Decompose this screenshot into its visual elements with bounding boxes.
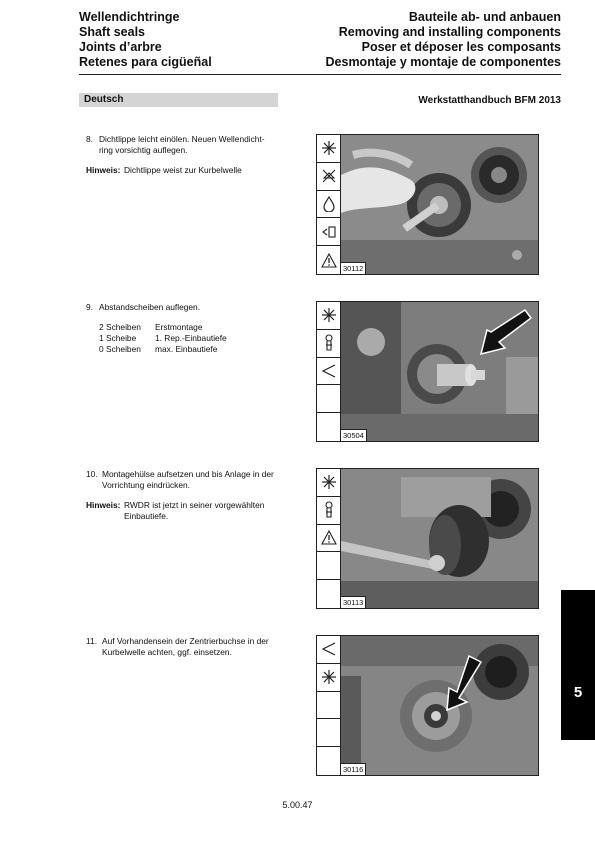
note-text: RWDR ist jetzt in seiner vorgewählten (124, 500, 265, 510)
table-row (99, 322, 278, 333)
note-text: Dichtlippe weist zur Kurbelwelle (124, 165, 242, 175)
photo-centering-bush (341, 636, 538, 775)
header-right (326, 10, 561, 70)
empty-icon-cell (317, 747, 340, 775)
header-title-es: Retenes para cigüeñal (79, 55, 212, 69)
icon-column (317, 302, 341, 441)
special-tool-icon (322, 334, 336, 352)
empty-icon-cell (317, 552, 340, 580)
no-lubricant-icon (321, 168, 337, 184)
figure-30504 (316, 301, 539, 442)
icon-column (317, 469, 341, 608)
figure-30112 (316, 134, 539, 275)
table-cell: Erstmontage (155, 322, 203, 332)
header-section-es: Desmontaje y montaje de componentes (325, 55, 561, 69)
snowflake-tool-icon (321, 307, 337, 323)
step-text: Kurbelwelle achten, ggf. einsetzen. (102, 647, 232, 657)
empty-icon-cell (317, 719, 340, 747)
table-row (99, 333, 278, 344)
figure-number: 30504 (341, 429, 367, 441)
empty-icon-cell (317, 580, 340, 608)
snowflake-tool-icon (321, 474, 337, 490)
note-text: Einbautiefe. (124, 511, 169, 521)
step-text: ring vorsichtig auflegen. (99, 145, 188, 155)
photo-spacer-discs (341, 302, 538, 441)
empty-icon-cell (317, 413, 340, 441)
step-text: Abstandscheiben auflegen. (99, 302, 201, 312)
step-number: 10. (86, 469, 98, 479)
step-number: 9. (86, 302, 93, 312)
step-10 (86, 469, 278, 522)
header-section-en: Removing and installing components (338, 25, 561, 39)
header-left (79, 10, 212, 70)
step-text: Dichtlippe leicht einölen. Neuen Wellendicht- (99, 134, 265, 144)
warning-icon (321, 253, 337, 268)
header-title-fr: Joints d’arbre (79, 40, 162, 54)
table-cell: 1. Rep.-Einbautiefe (155, 333, 227, 343)
figure-number: 30116 (341, 763, 366, 775)
spacer-table (99, 322, 278, 355)
note-label: Hinweis: (86, 165, 121, 175)
snowflake-tool-icon (321, 140, 337, 156)
step-11 (86, 636, 278, 658)
page-number: 5.00.47 (282, 800, 313, 810)
empty-icon-cell (317, 692, 340, 720)
seal-direction-icon (321, 225, 337, 239)
language-label: Deutsch (79, 93, 278, 107)
snowflake-tool-icon (321, 669, 337, 685)
step-text: Montagehülse aufsetzen und bis Anlage in der (102, 469, 274, 479)
table-cell: 2 Scheiben (99, 322, 141, 332)
header-divider (79, 74, 561, 75)
chapter-number: 5 (573, 684, 583, 701)
photo-mounting-sleeve (341, 469, 538, 608)
insert-direction-icon (321, 642, 337, 656)
step-text: Auf Vorhandensein der Zentrierbuchse in der (102, 636, 269, 646)
figure-30116 (316, 635, 539, 776)
table-row (99, 344, 278, 355)
warning-icon (321, 530, 337, 545)
special-tool-icon (322, 501, 336, 519)
header-title-en: Shaft seals (79, 25, 146, 39)
step-8 (86, 134, 278, 176)
figure-number: 30113 (341, 596, 366, 608)
table-cell: max. Einbautiefe (155, 344, 218, 354)
figure-number: 30112 (341, 262, 366, 274)
icon-column (317, 135, 341, 274)
note-label: Hinweis: (86, 500, 121, 510)
header-title-de: Wellendichtringe (79, 10, 180, 24)
step-number: 11. (86, 636, 98, 646)
manual-title: Werkstatthandbuch BFM 2013 (418, 95, 561, 106)
empty-icon-cell (317, 385, 340, 413)
step-9 (86, 302, 278, 355)
table-cell: 0 Scheiben (99, 344, 141, 354)
step-number: 8. (86, 134, 93, 144)
step-text: Vorrichtung eindrücken. (102, 480, 190, 490)
figure-30113 (316, 468, 539, 609)
icon-column (317, 636, 341, 775)
oil-drop-icon (322, 196, 336, 212)
header-section-de: Bauteile ab- und anbauen (408, 10, 561, 24)
header-section-fr: Poser et déposer les composants (361, 40, 561, 54)
step-note (86, 500, 278, 522)
insert-direction-icon (321, 364, 337, 378)
table-cell: 1 Scheibe (99, 333, 137, 343)
step-note (86, 165, 278, 176)
photo-seal-installation (341, 135, 538, 274)
chapter-tab (561, 590, 595, 740)
